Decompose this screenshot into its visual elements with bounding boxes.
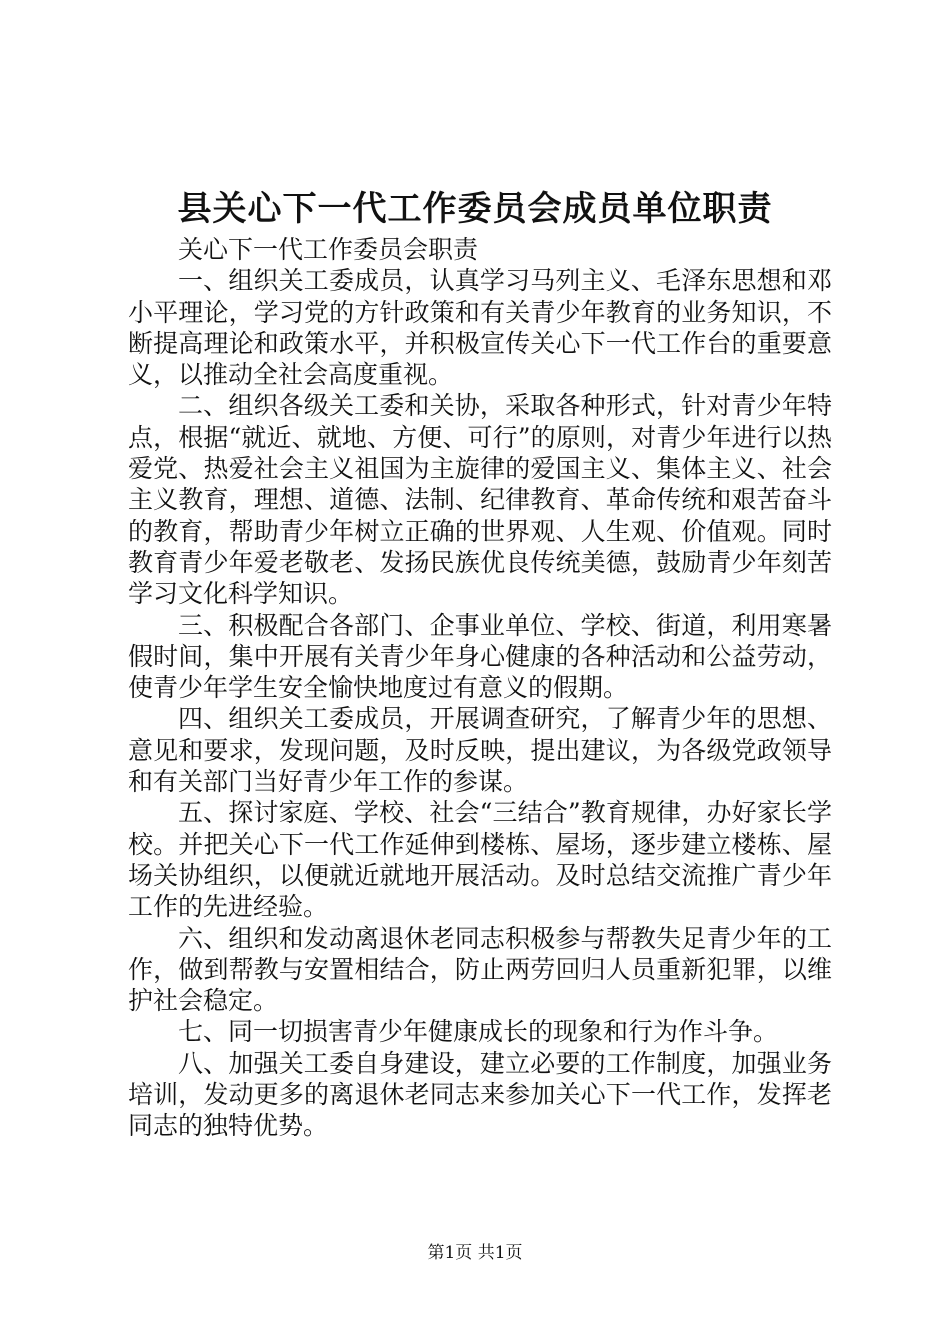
page-footer: 第1页 共1页 (427, 1243, 523, 1263)
section-heading: 关心下一代工作委员会职责 (178, 235, 479, 264)
paragraph-2: 二、组织各级关工委和关协，采取各种形式，针对青少年特点，根据“就近、就地、方便、可行”的原则，对青少年进行以热爱党、热爱社会主义祖国为主旋律的爱国主义、集体主义、社会主义教育，理想、道德、法制、纪律教育、革命传统和艰苦奋斗的教育，帮助青少年树立正确的世界观、人生观、价值观。同时教育青少年爱老敬老、发扬民族优良传统美德，鼓励青少年刻苦学习文化科学知识。 (128, 391, 832, 609)
document-body (128, 234, 832, 1142)
paragraph-7: 七、同一切损害青少年健康成长的现象和行为作斗争。 (178, 1017, 779, 1047)
paragraph-1: 一、组织关工委成员，认真学习马列主义、毛泽东思想和邓小平理论，学习党的方针政策和有关青少年教育的业务知识，不断提高理论和政策水平，并积极宣传关心下一代工作台的重要意义，以推动全社会高度重视。 (128, 266, 832, 390)
paragraph-6: 六、组织和发动离退休老同志积极参与帮教失足青少年的工作，做到帮教与安置相结合，防止两劳回归人员重新犯罪，以维护社会稳定。 (128, 923, 832, 1016)
paragraph-8: 八、加强关工委自身建设，建立必要的工作制度，加强业务培训，发动更多的离退休老同志来参加关心下一代工作，发挥老同志的独特优势。 (128, 1048, 832, 1141)
paragraph-5: 五、探讨家庭、学校、社会“三结合”教育规律，办好家长学校。并把关心下一代工作延伸到楼栋、屋场，逐步建立楼栋、屋场关协组织，以便就近就地开展活动。及时总结交流推广青少年工作的先进经验。 (128, 798, 832, 922)
paragraph-3: 三、积极配合各部门、企事业单位、学校、街道，利用寒暑假时间，集中开展有关青少年身心健康的各种活动和公益劳动，使青少年学生安全愉快地度过有意义的假期。 (128, 610, 832, 703)
document-title: 县关心下一代工作委员会成员单位职责 (177, 189, 773, 229)
paragraph-4: 四、组织关工委成员，开展调查研究，了解青少年的思想、意见和要求，发现问题，及时反映，提出建议，为各级党政领导和有关部门当好青少年工作的参谋。 (128, 704, 832, 797)
